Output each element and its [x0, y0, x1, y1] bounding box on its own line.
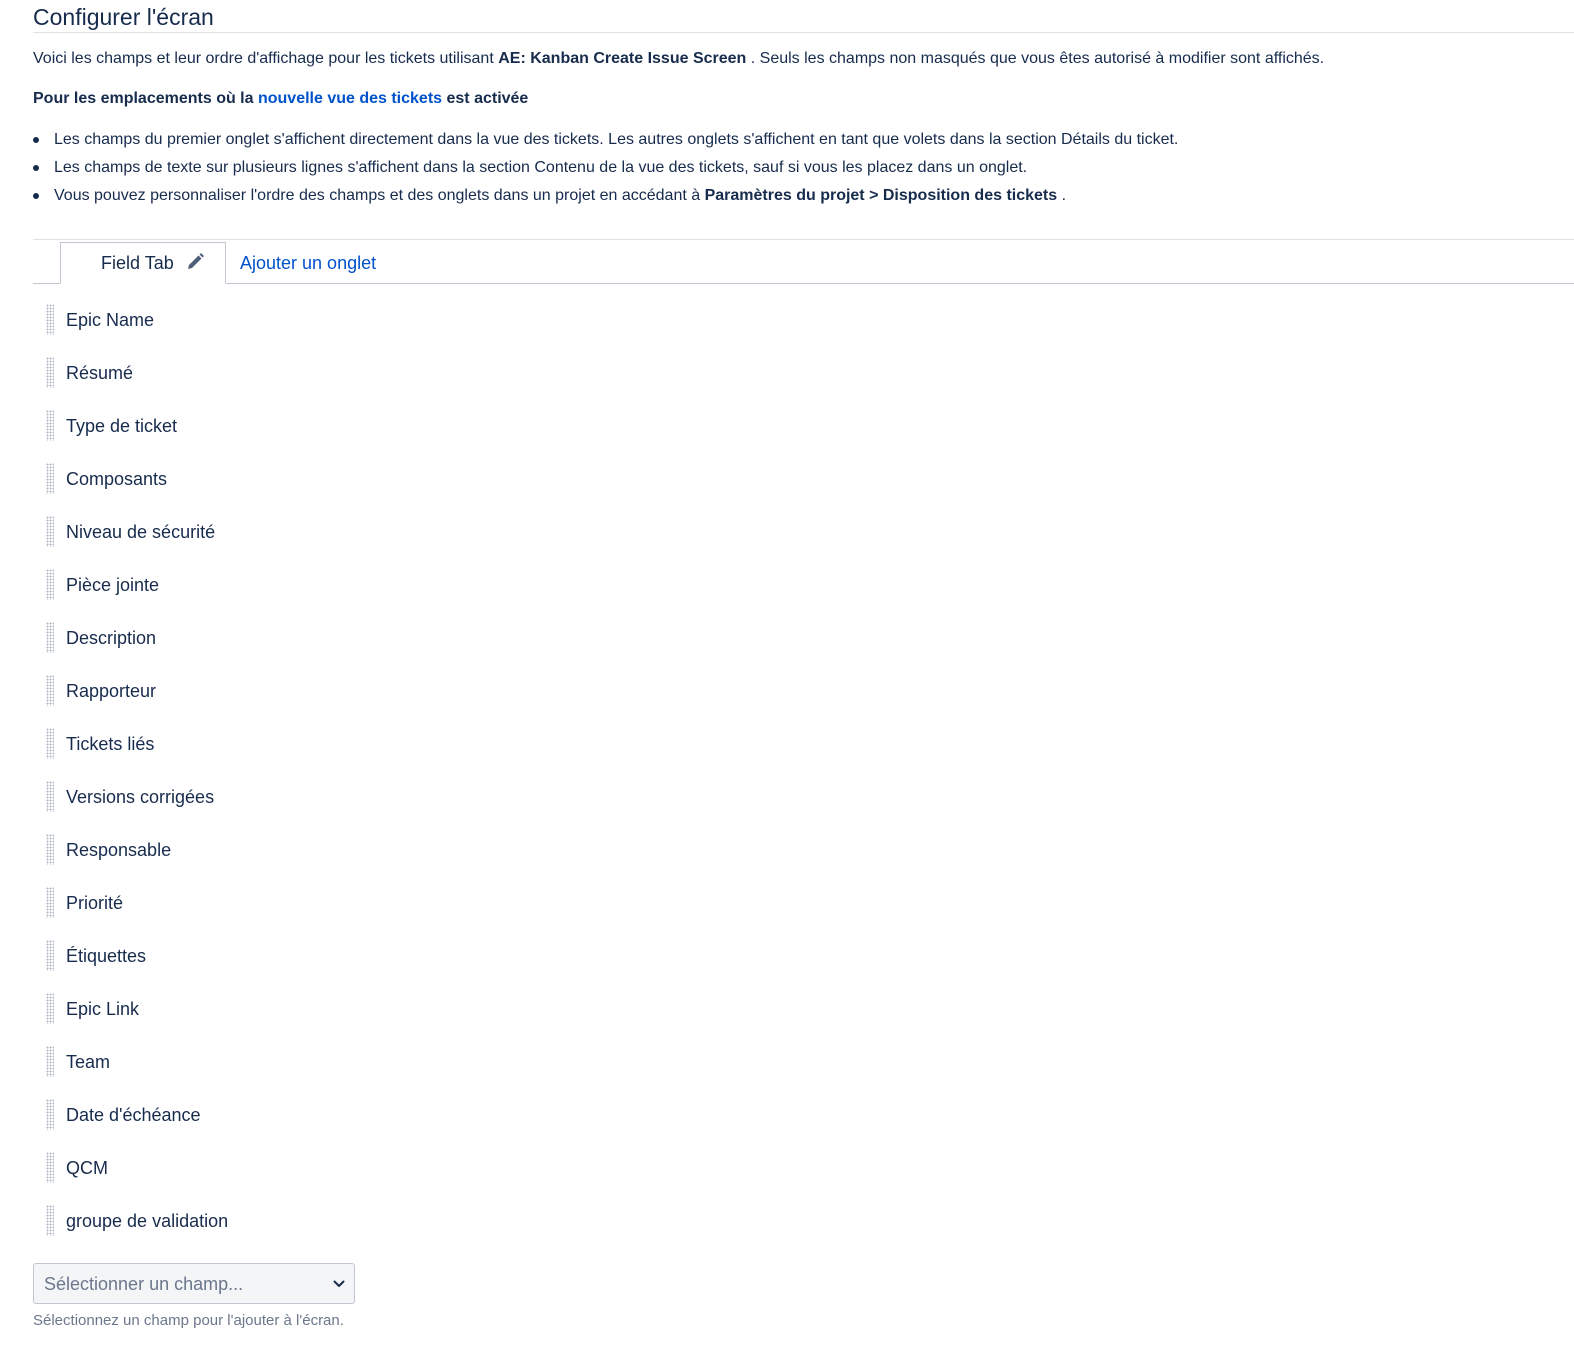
bullet-text-after: . [1057, 187, 1067, 204]
drag-handle-icon[interactable] [46, 410, 54, 441]
field-row[interactable] [33, 824, 633, 877]
intro-text [33, 48, 1324, 70]
field-row[interactable] [33, 1195, 633, 1248]
intro-text-after: . Seuls les champs non masqués que vous êtes autorisé à modifier sont affichés. [746, 50, 1325, 67]
field-row[interactable] [33, 718, 633, 771]
info-bullet-customize-order [33, 182, 1178, 210]
drag-handle-icon[interactable] [46, 569, 54, 600]
page-title: Configurer l'écran [33, 4, 214, 30]
field-label: Type de ticket [66, 416, 178, 436]
drag-handle-icon[interactable] [46, 834, 54, 865]
field-row[interactable] [33, 877, 633, 930]
field-label: Versions corrigées [66, 787, 215, 807]
field-row[interactable] [33, 1142, 633, 1195]
field-label: Team [66, 1052, 111, 1072]
screen-name: AE: Kanban Create Issue Screen [498, 50, 747, 67]
screen-tabs [33, 239, 1574, 284]
field-label: QCM [66, 1158, 108, 1178]
tab-field-tab-label: Field Tab [101, 253, 174, 273]
field-row[interactable] [33, 294, 633, 347]
add-field-select[interactable] [33, 1263, 355, 1304]
field-row[interactable] [33, 612, 633, 665]
add-field-hint: Sélectionnez un champ pour l'ajouter à l'écran. [33, 1312, 344, 1329]
drag-handle-icon[interactable] [46, 940, 54, 971]
add-field-select-placeholder: Sélectionner un champ... [44, 1274, 244, 1294]
field-label: Epic Link [66, 999, 140, 1019]
drag-handle-icon[interactable] [46, 1099, 54, 1130]
field-label: Epic Name [66, 310, 155, 330]
info-bullet-list [33, 126, 1178, 210]
field-label: Pièce jointe [66, 575, 160, 595]
field-label: Priorité [66, 893, 124, 913]
field-row[interactable] [33, 453, 633, 506]
add-tab-link[interactable]: Ajouter un onglet [240, 253, 377, 273]
field-list [33, 294, 633, 1248]
subheading-text-before: Pour les emplacements où la [33, 90, 258, 107]
drag-handle-icon[interactable] [46, 781, 54, 812]
intro-text-before: Voici les champs et leur ordre d'affichage pour les tickets utilisant [33, 50, 499, 67]
field-row[interactable] [33, 983, 633, 1036]
field-row[interactable] [33, 930, 633, 983]
field-label: Description [66, 628, 157, 648]
field-label: Responsable [66, 840, 172, 860]
drag-handle-icon[interactable] [46, 675, 54, 706]
new-issue-view-heading [33, 88, 528, 110]
info-bullet-first-tab: Les champs du premier onglet s'affichent directement dans la vue des tickets. Les autres onglets s'affichent en tant que volets dans la section Détails du ticket. [33, 126, 1178, 154]
pencil-icon[interactable] [185, 252, 205, 272]
field-label: Tickets liés [66, 734, 155, 754]
field-label: Résumé [66, 363, 134, 383]
drag-handle-icon[interactable] [46, 516, 54, 547]
info-bullet-multiline-fields: Les champs de texte sur plusieurs lignes s'affichent dans la section Contenu de la vue des tickets, sauf si vous les placez dans un onglet. [33, 154, 1178, 182]
configure-screen-page [33, 0, 1574, 1329]
drag-handle-icon[interactable] [46, 1152, 54, 1183]
field-row[interactable] [33, 506, 633, 559]
field-row[interactable] [33, 1089, 633, 1142]
field-row[interactable] [33, 347, 633, 400]
field-label: Rapporteur [66, 681, 157, 701]
drag-handle-icon[interactable] [46, 1205, 54, 1236]
field-label: Date d'échéance [66, 1105, 201, 1125]
page-header [33, 0, 1574, 33]
project-settings-path: Paramètres du projet > Disposition des tickets [704, 187, 1058, 204]
drag-handle-icon[interactable] [46, 357, 54, 388]
drag-handle-icon[interactable] [46, 304, 54, 335]
tab-field-tab[interactable] [60, 242, 226, 284]
field-row[interactable] [33, 559, 633, 612]
drag-handle-icon[interactable] [46, 887, 54, 918]
drag-handle-icon[interactable] [46, 728, 54, 759]
drag-handle-icon[interactable] [46, 1046, 54, 1077]
drag-handle-icon[interactable] [46, 993, 54, 1024]
field-label: Niveau de sécurité [66, 522, 216, 542]
subheading-text-after: est activée [442, 90, 529, 107]
bullet-text-before: Vous pouvez personnaliser l'ordre des champs et des onglets dans un projet en accédant à [54, 187, 705, 204]
drag-handle-icon[interactable] [46, 463, 54, 494]
new-issue-view-link[interactable]: nouvelle vue des tickets [257, 90, 443, 107]
field-row[interactable] [33, 400, 633, 453]
field-row[interactable] [33, 1036, 633, 1089]
field-row[interactable] [33, 665, 633, 718]
field-label: groupe de validation [66, 1211, 229, 1231]
field-row[interactable] [33, 771, 633, 824]
field-label: Composants [66, 469, 168, 489]
chevron-down-icon [332, 1277, 346, 1291]
drag-handle-icon[interactable] [46, 622, 54, 653]
field-label: Étiquettes [66, 946, 147, 966]
